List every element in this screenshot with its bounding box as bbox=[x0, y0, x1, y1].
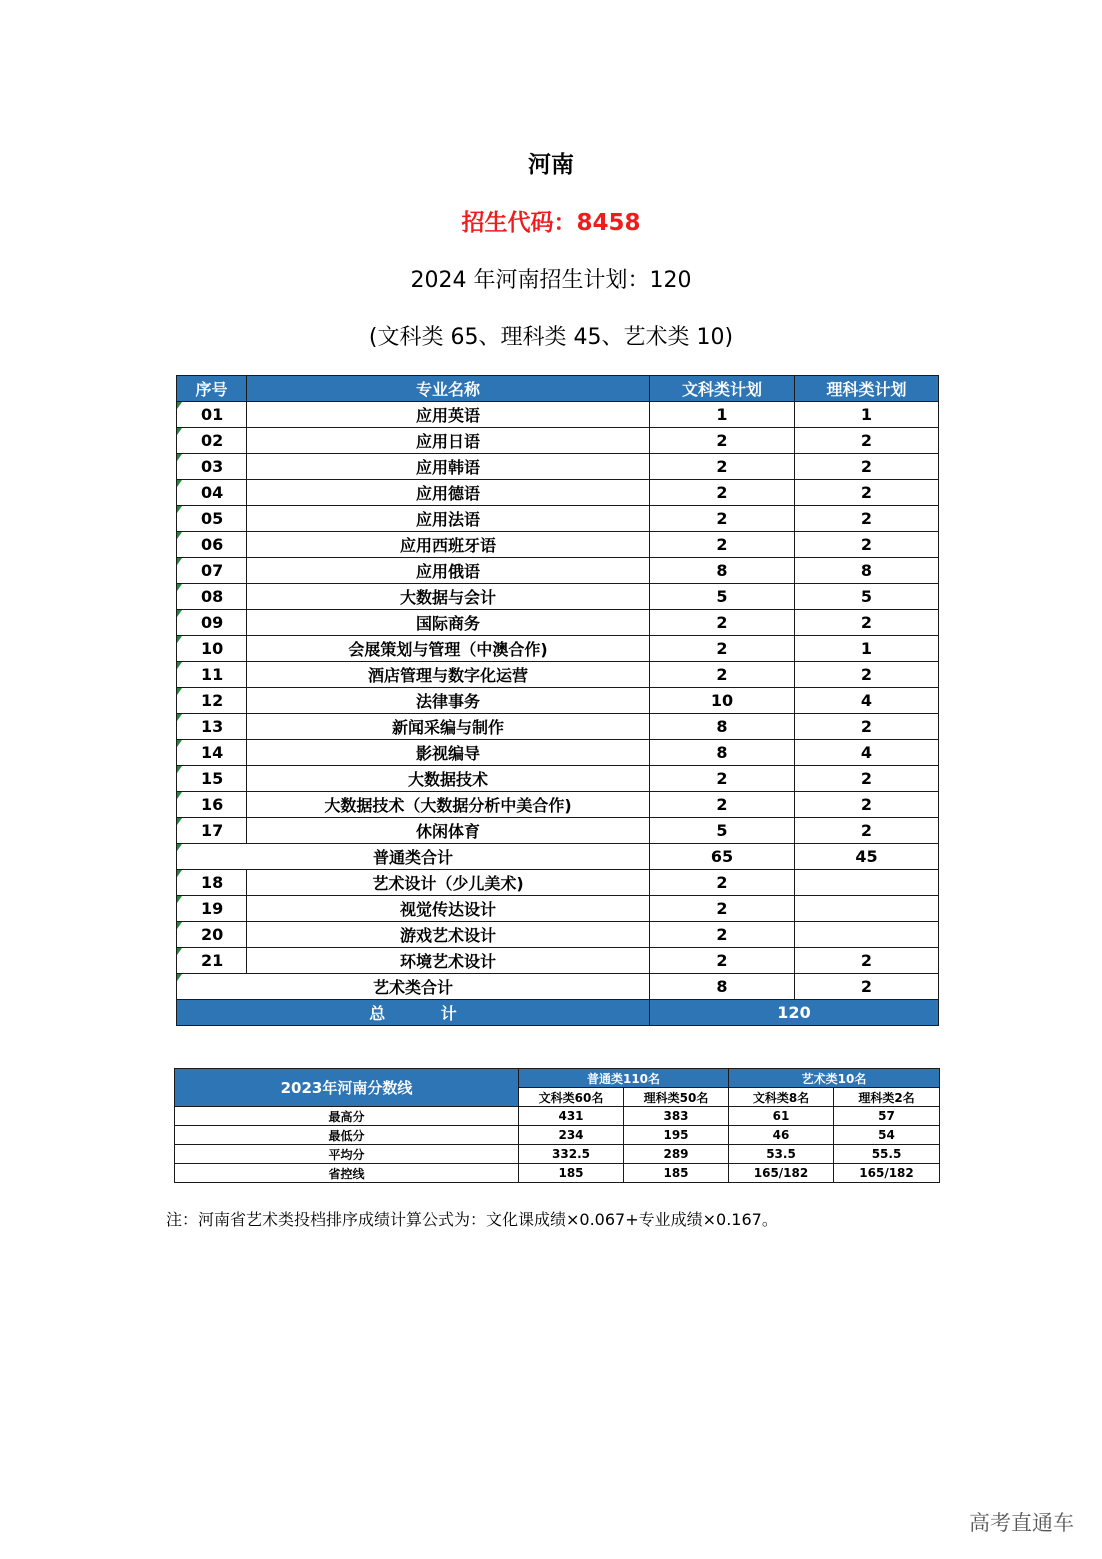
score-value: 165/182 bbox=[834, 1164, 940, 1183]
sub-header: 文科类60名 bbox=[519, 1088, 624, 1107]
science-plan-cell: 2 bbox=[795, 454, 939, 480]
science-plan-cell: 2 bbox=[795, 506, 939, 532]
score-value: 46 bbox=[729, 1126, 834, 1145]
seq-number: 11 bbox=[201, 665, 224, 684]
col-header-major: 专业名称 bbox=[247, 376, 650, 402]
major-name-cell: 应用德语 bbox=[247, 480, 650, 506]
plan-table-row bbox=[177, 584, 939, 610]
score-value: 57 bbox=[834, 1107, 940, 1126]
liberal-arts-plan-cell: 2 bbox=[650, 480, 795, 506]
major-name-cell: 国际商务 bbox=[247, 610, 650, 636]
corner-marker bbox=[177, 454, 182, 461]
seq-cell bbox=[177, 610, 247, 636]
seq-cell bbox=[177, 402, 247, 428]
science-plan-cell: 1 bbox=[795, 402, 939, 428]
plan-table-row bbox=[177, 870, 939, 896]
score-row-label: 最高分 bbox=[175, 1107, 519, 1126]
liberal-arts-plan-cell: 2 bbox=[650, 896, 795, 922]
corner-marker bbox=[177, 506, 182, 513]
seq-cell bbox=[177, 818, 247, 844]
score-value: 55.5 bbox=[834, 1145, 940, 1164]
plan-table-row bbox=[177, 506, 939, 532]
corner-marker bbox=[177, 688, 182, 695]
score-row bbox=[175, 1164, 940, 1183]
sub-header: 理科类50名 bbox=[624, 1088, 729, 1107]
liberal-arts-plan-cell: 2 bbox=[650, 662, 795, 688]
plan-table-row bbox=[177, 454, 939, 480]
score-row-label: 平均分 bbox=[175, 1145, 519, 1164]
seq-number: 09 bbox=[201, 613, 224, 632]
major-name-cell: 休闲体育 bbox=[247, 818, 650, 844]
major-name-cell: 影视编导 bbox=[247, 740, 650, 766]
seq-cell bbox=[177, 792, 247, 818]
seq-number: 06 bbox=[201, 535, 224, 554]
plan-table-row bbox=[177, 662, 939, 688]
corner-marker bbox=[177, 402, 182, 409]
seq-number: 04 bbox=[201, 483, 224, 502]
corner-marker bbox=[177, 480, 182, 487]
seq-number: 21 bbox=[201, 951, 224, 970]
col-header-science: 理科类计划 bbox=[795, 376, 939, 402]
seq-cell bbox=[177, 714, 247, 740]
major-name-cell: 游戏艺术设计 bbox=[247, 922, 650, 948]
corner-marker bbox=[177, 558, 182, 565]
liberal-arts-plan-cell: 10 bbox=[650, 688, 795, 714]
group-header-general: 普通类110名 bbox=[519, 1069, 729, 1088]
score-row bbox=[175, 1145, 940, 1164]
seq-number: 02 bbox=[201, 431, 224, 450]
seq-cell bbox=[177, 766, 247, 792]
corner-marker bbox=[177, 896, 182, 903]
liberal-arts-plan-cell: 2 bbox=[650, 636, 795, 662]
major-name-cell: 视觉传达设计 bbox=[247, 896, 650, 922]
major-name-cell: 艺术设计（少儿美术) bbox=[247, 870, 650, 896]
plan-table-row bbox=[177, 558, 939, 584]
major-name-cell: 应用韩语 bbox=[247, 454, 650, 480]
seq-number: 05 bbox=[201, 509, 224, 528]
plan-table-row bbox=[177, 714, 939, 740]
col-header-seq: 序号 bbox=[177, 376, 247, 402]
liberal-arts-plan-cell: 8 bbox=[650, 740, 795, 766]
seq-cell bbox=[177, 948, 247, 974]
group-header-art: 艺术类10名 bbox=[729, 1069, 940, 1088]
plan-table-row bbox=[177, 480, 939, 506]
seq-cell bbox=[177, 584, 247, 610]
score-value: 289 bbox=[624, 1145, 729, 1164]
science-plan-cell: 2 bbox=[795, 714, 939, 740]
enrollment-plan-total: 2024 年河南招生计划：120 bbox=[410, 268, 692, 293]
seq-cell bbox=[177, 636, 247, 662]
seq-number: 14 bbox=[201, 743, 224, 762]
science-plan-cell: 8 bbox=[795, 558, 939, 584]
corner-marker bbox=[177, 818, 182, 825]
corner-marker bbox=[177, 922, 182, 929]
plan-table-row bbox=[177, 818, 939, 844]
plan-table-header-row bbox=[177, 376, 939, 402]
subtotal-science: 45 bbox=[795, 844, 939, 870]
subtotal-liberal-arts: 65 bbox=[650, 844, 795, 870]
corner-marker bbox=[177, 870, 182, 877]
score-value: 383 bbox=[624, 1107, 729, 1126]
enrollment-plan-breakdown: (文科类 65、理科类 45、艺术类 10) bbox=[368, 325, 734, 350]
seq-number: 15 bbox=[201, 769, 224, 788]
major-name-cell: 大数据技术 bbox=[247, 766, 650, 792]
liberal-arts-plan-cell: 1 bbox=[650, 402, 795, 428]
seq-number: 12 bbox=[201, 691, 224, 710]
science-plan-cell bbox=[795, 870, 939, 896]
seq-number: 03 bbox=[201, 457, 224, 476]
liberal-arts-plan-cell: 2 bbox=[650, 454, 795, 480]
corner-marker bbox=[177, 662, 182, 669]
score-row bbox=[175, 1107, 940, 1126]
score-row-label: 最低分 bbox=[175, 1126, 519, 1145]
score-value: 234 bbox=[519, 1126, 624, 1145]
seq-number: 07 bbox=[201, 561, 224, 580]
enrollment-code: 招生代码：8458 bbox=[461, 210, 641, 236]
seq-number: 10 bbox=[201, 639, 224, 658]
plan-table-row bbox=[177, 740, 939, 766]
score-value: 431 bbox=[519, 1107, 624, 1126]
science-plan-cell: 2 bbox=[795, 818, 939, 844]
plan-table-row bbox=[177, 402, 939, 428]
score-group-header-row bbox=[175, 1069, 940, 1088]
score-value: 185 bbox=[624, 1164, 729, 1183]
sub-header: 理科类2名 bbox=[834, 1088, 940, 1107]
art-subtotal-row bbox=[177, 974, 939, 1000]
grand-total-value: 120 bbox=[650, 1000, 939, 1026]
plan-table-row bbox=[177, 792, 939, 818]
major-name-cell: 大数据与会计 bbox=[247, 584, 650, 610]
science-plan-cell: 2 bbox=[795, 428, 939, 454]
science-plan-cell: 2 bbox=[795, 532, 939, 558]
plan-table-row bbox=[177, 896, 939, 922]
footnote: 注：河南省艺术类投档排序成绩计算公式为：文化课成绩×0.067+专业成绩×0.167。 bbox=[166, 1210, 778, 1229]
major-name-cell: 应用西班牙语 bbox=[247, 532, 650, 558]
score-value: 185 bbox=[519, 1164, 624, 1183]
plan-table-row bbox=[177, 688, 939, 714]
seq-number: 20 bbox=[201, 925, 224, 944]
science-plan-cell: 4 bbox=[795, 740, 939, 766]
seq-cell bbox=[177, 740, 247, 766]
science-plan-cell: 4 bbox=[795, 688, 939, 714]
subtotal-liberal-arts: 8 bbox=[650, 974, 795, 1000]
major-name-cell: 应用英语 bbox=[247, 402, 650, 428]
corner-marker bbox=[177, 766, 182, 773]
enrollment-plan-table bbox=[176, 375, 939, 1026]
score-row bbox=[175, 1126, 940, 1145]
score-value: 54 bbox=[834, 1126, 940, 1145]
plan-table-row bbox=[177, 428, 939, 454]
liberal-arts-plan-cell: 8 bbox=[650, 714, 795, 740]
plan-table-row bbox=[177, 922, 939, 948]
seq-cell bbox=[177, 870, 247, 896]
plan-table-row bbox=[177, 766, 939, 792]
liberal-arts-plan-cell: 5 bbox=[650, 584, 795, 610]
major-name-cell: 应用俄语 bbox=[247, 558, 650, 584]
subtotal-label: 艺术类合计 bbox=[372, 978, 453, 997]
seq-cell bbox=[177, 532, 247, 558]
corner-marker bbox=[177, 610, 182, 617]
major-name-cell: 应用法语 bbox=[247, 506, 650, 532]
seq-number: 16 bbox=[201, 795, 224, 814]
score-value: 165/182 bbox=[729, 1164, 834, 1183]
region-title: 河南 bbox=[528, 152, 574, 178]
seq-cell bbox=[177, 922, 247, 948]
seq-cell bbox=[177, 506, 247, 532]
science-plan-cell: 2 bbox=[795, 480, 939, 506]
seq-cell bbox=[177, 480, 247, 506]
science-plan-cell bbox=[795, 922, 939, 948]
score-line-table bbox=[174, 1068, 940, 1183]
science-plan-cell bbox=[795, 896, 939, 922]
liberal-arts-plan-cell: 2 bbox=[650, 610, 795, 636]
science-plan-cell: 1 bbox=[795, 636, 939, 662]
seq-number: 08 bbox=[201, 587, 224, 606]
science-plan-cell: 2 bbox=[795, 948, 939, 974]
seq-number: 13 bbox=[201, 717, 224, 736]
seq-number: 18 bbox=[201, 873, 224, 892]
watermark: 高考直通车 bbox=[969, 1511, 1074, 1535]
score-value: 61 bbox=[729, 1107, 834, 1126]
score-value: 332.5 bbox=[519, 1145, 624, 1164]
col-header-liberal-arts: 文科类计划 bbox=[650, 376, 795, 402]
plan-table-row bbox=[177, 636, 939, 662]
subtotal-science: 2 bbox=[795, 974, 939, 1000]
corner-marker bbox=[177, 792, 182, 799]
major-name-cell: 新闻采编与制作 bbox=[247, 714, 650, 740]
seq-cell bbox=[177, 688, 247, 714]
major-name-cell: 应用日语 bbox=[247, 428, 650, 454]
seq-cell bbox=[177, 896, 247, 922]
sub-header: 文科类8名 bbox=[729, 1088, 834, 1107]
major-name-cell: 会展策划与管理（中澳合作) bbox=[247, 636, 650, 662]
seq-number: 01 bbox=[201, 405, 224, 424]
score-value: 53.5 bbox=[729, 1145, 834, 1164]
plan-table-row bbox=[177, 532, 939, 558]
seq-cell bbox=[177, 428, 247, 454]
plan-table-row bbox=[177, 948, 939, 974]
score-table-caption: 2023年河南分数线 bbox=[175, 1069, 519, 1107]
corner-marker bbox=[177, 714, 182, 721]
corner-marker bbox=[177, 740, 182, 747]
corner-marker bbox=[177, 428, 182, 435]
liberal-arts-plan-cell: 2 bbox=[650, 948, 795, 974]
corner-marker bbox=[177, 636, 182, 643]
corner-marker bbox=[177, 948, 182, 955]
plan-table-row bbox=[177, 610, 939, 636]
grand-total-row bbox=[177, 1000, 939, 1026]
seq-number: 17 bbox=[201, 821, 224, 840]
science-plan-cell: 2 bbox=[795, 766, 939, 792]
seq-cell bbox=[177, 558, 247, 584]
seq-cell bbox=[177, 454, 247, 480]
liberal-arts-plan-cell: 2 bbox=[650, 428, 795, 454]
general-subtotal-row bbox=[177, 844, 939, 870]
major-name-cell: 环境艺术设计 bbox=[247, 948, 650, 974]
liberal-arts-plan-cell: 2 bbox=[650, 766, 795, 792]
liberal-arts-plan-cell: 5 bbox=[650, 818, 795, 844]
liberal-arts-plan-cell: 8 bbox=[650, 558, 795, 584]
major-name-cell: 法律事务 bbox=[247, 688, 650, 714]
corner-marker bbox=[177, 844, 182, 851]
score-row-label: 省控线 bbox=[175, 1164, 519, 1183]
corner-marker bbox=[177, 584, 182, 591]
score-value: 195 bbox=[624, 1126, 729, 1145]
liberal-arts-plan-cell: 2 bbox=[650, 922, 795, 948]
liberal-arts-plan-cell: 2 bbox=[650, 506, 795, 532]
liberal-arts-plan-cell: 2 bbox=[650, 870, 795, 896]
major-name-cell: 大数据技术（大数据分析中美合作) bbox=[247, 792, 650, 818]
grand-total-label: 总 计 bbox=[177, 1000, 650, 1026]
science-plan-cell: 2 bbox=[795, 792, 939, 818]
liberal-arts-plan-cell: 2 bbox=[650, 792, 795, 818]
science-plan-cell: 2 bbox=[795, 662, 939, 688]
corner-marker bbox=[177, 974, 182, 981]
corner-marker bbox=[177, 532, 182, 539]
major-name-cell: 酒店管理与数字化运营 bbox=[247, 662, 650, 688]
subtotal-label: 普通类合计 bbox=[372, 848, 453, 867]
science-plan-cell: 2 bbox=[795, 610, 939, 636]
seq-number: 19 bbox=[201, 899, 224, 918]
liberal-arts-plan-cell: 2 bbox=[650, 532, 795, 558]
seq-cell bbox=[177, 662, 247, 688]
science-plan-cell: 5 bbox=[795, 584, 939, 610]
